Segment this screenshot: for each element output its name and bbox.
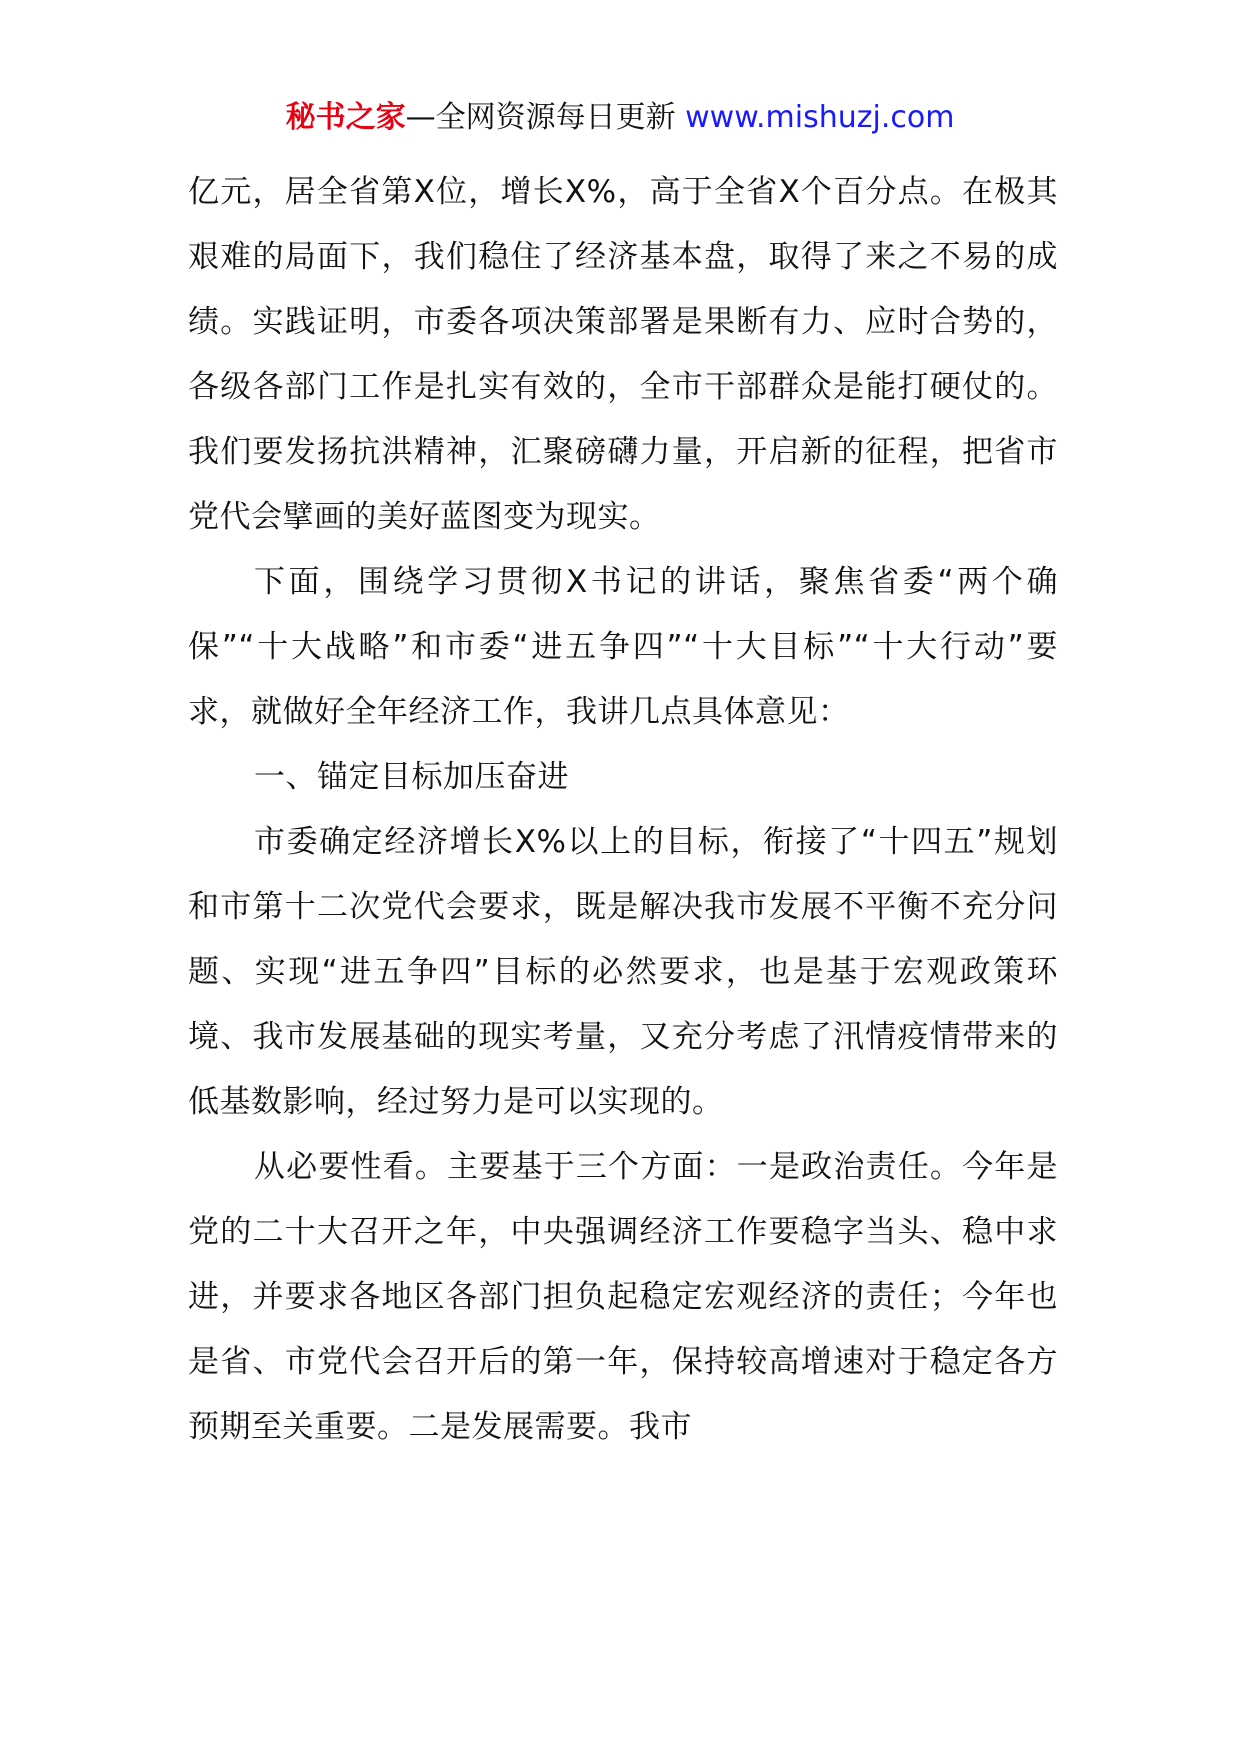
page-header <box>0 98 1240 138</box>
brand-name: 秘书之家 <box>285 100 406 135</box>
document-body <box>188 160 1058 1460</box>
paragraph-continuation: 亿元，居全省第X位，增长X%，高于全省X个百分点。在极其艰难的局面下，我们稳住了经济基本盘，取得了来之不易的成绩。实践证明，市委各项决策部署是果断有力、应时合势的，各级各部门工作是扎实有效的，全市干部群众是能打硬仗的。我们要发扬抗洪精神，汇聚磅礴力量，开启新的征程，把省市党代会擘画的美好蓝图变为现实。 <box>188 174 1058 535</box>
header-slogan: —全网资源每日更新 <box>405 100 676 135</box>
section-heading: 一、锚定目标加压奋进 <box>254 759 569 795</box>
paragraph-intro: 下面，围绕学习贯彻X书记的讲话，聚焦省委“两个确保”“十大战略”和市委“进五争四”“十大目标”“十大行动”要求，就做好全年经济工作，我讲几点具体意见： <box>188 564 1058 730</box>
paragraph-necessity: 从必要性看。主要基于三个方面：一是政治责任。今年是党的二十大召开之年，中央强调经济工作要稳字当头、稳中求进，并要求各地区各部门担负起稳定宏观经济的责任；今年也是省、市党代会召开后的第一年，保持较高增速对于稳定各方预期至关重要。二是发展需要。我市 <box>188 1149 1058 1445</box>
website-link[interactable]: www.mishuzj.com <box>685 100 955 135</box>
paragraph-target: 市委确定经济增长X%以上的目标，衔接了“十四五”规划和市第十二次党代会要求，既是解决我市发展不平衡不充分问题、实现“进五争四”目标的必然要求，也是基于宏观政策环境、我市发展基础的现实考量，又充分考虑了汛情疫情带来的低基数影响，经过努力是可以实现的。 <box>188 824 1058 1120</box>
